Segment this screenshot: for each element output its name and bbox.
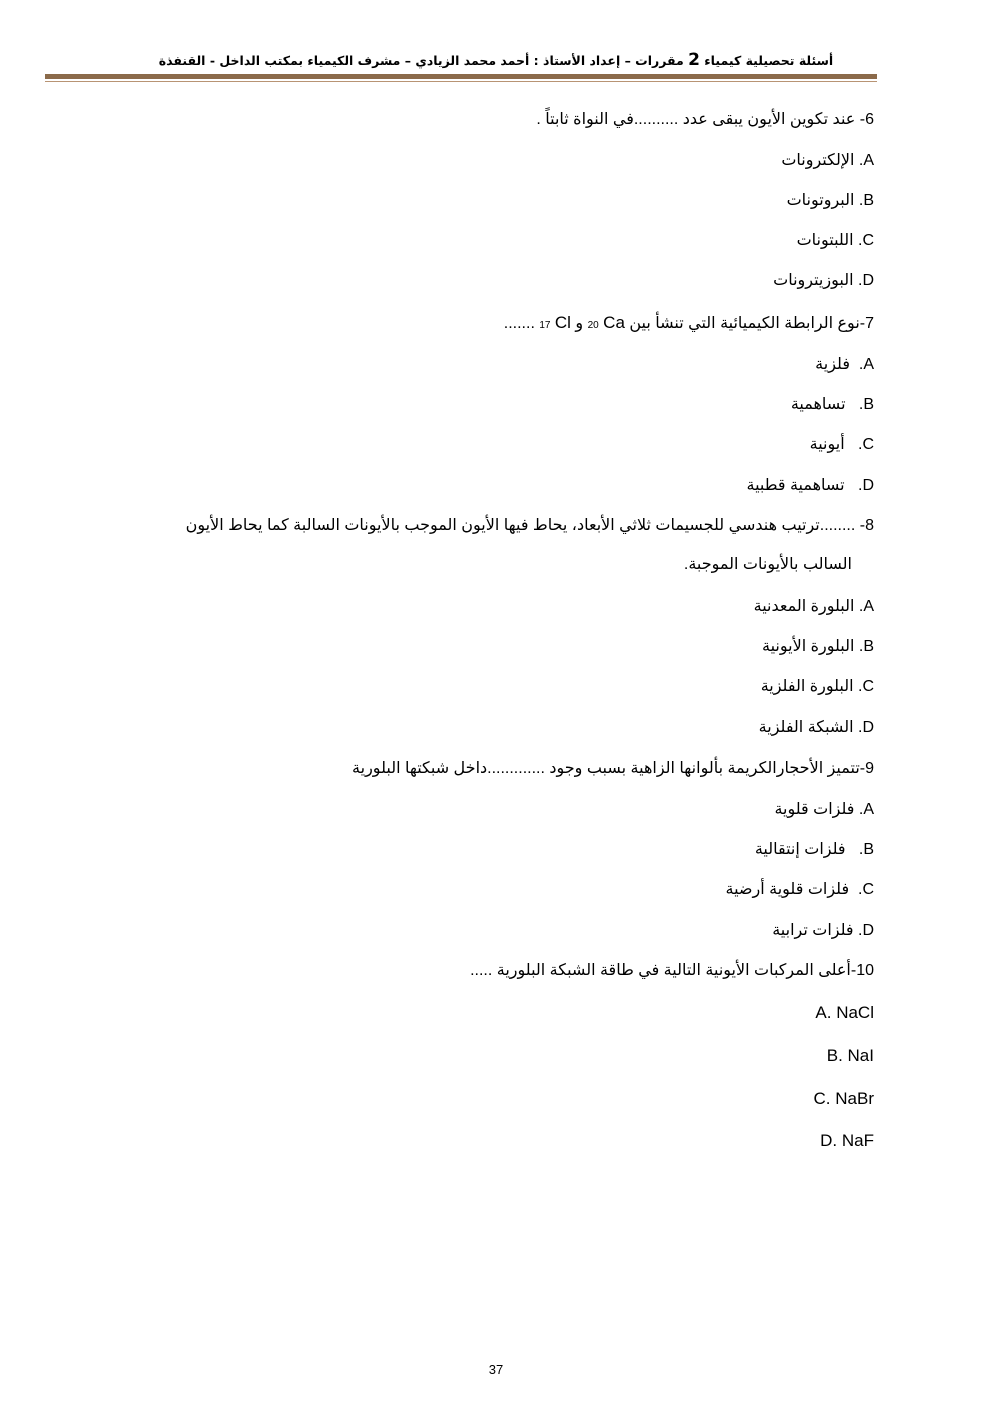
option-letter: B. bbox=[858, 192, 874, 209]
option-letter: C. bbox=[857, 881, 874, 898]
atomic-number-ca: 20 bbox=[587, 320, 599, 331]
q7-option-b bbox=[791, 395, 874, 415]
option-letter: C. bbox=[813, 1089, 831, 1108]
question-number: 9- bbox=[859, 760, 874, 777]
question-number: 10- bbox=[850, 962, 874, 979]
option-letter: A. bbox=[858, 801, 874, 818]
option-letter: B. bbox=[858, 841, 874, 858]
element-ca: Ca bbox=[603, 313, 625, 332]
atomic-number-cl: 17 bbox=[539, 320, 551, 331]
q9-option-c bbox=[726, 880, 874, 900]
option-text: البلورة الأيونية bbox=[762, 638, 855, 655]
question-8-continued bbox=[684, 555, 852, 575]
option-letter: C. bbox=[857, 232, 874, 249]
option-text: فلزية bbox=[815, 356, 850, 373]
q8-option-a bbox=[754, 597, 874, 617]
question-8 bbox=[186, 516, 874, 536]
option-text: البروتونات bbox=[786, 192, 855, 209]
option-text: تساهمية قطبية bbox=[746, 477, 845, 494]
question-text: عند تكوين الأيون يبقى عدد ..........في النواة ثابتاً . bbox=[536, 111, 860, 128]
q8-option-b bbox=[762, 637, 874, 657]
option-text: فلزات قلوية bbox=[774, 801, 855, 818]
option-text: البوزيترونات bbox=[773, 272, 854, 289]
option-letter: A. bbox=[858, 598, 874, 615]
option-text: أيونية bbox=[809, 436, 845, 453]
question-10 bbox=[470, 961, 874, 981]
option-text: NaF bbox=[841, 1131, 874, 1150]
option-letter: B. bbox=[858, 638, 874, 655]
option-text: البلورة الفلزية bbox=[760, 678, 854, 695]
q10-option-a bbox=[815, 1003, 874, 1023]
option-letter: D. bbox=[857, 719, 874, 736]
option-letter: D. bbox=[820, 1131, 838, 1150]
option-text: البلورة المعدنية bbox=[753, 598, 855, 615]
header-text-start: أسئلة تحصيلية كيمياء bbox=[699, 53, 834, 68]
element-cl: Cl bbox=[554, 313, 571, 332]
option-text: الشبكة الفلزية bbox=[758, 719, 854, 736]
option-letter: B. bbox=[826, 1046, 843, 1065]
header-rule-thick bbox=[45, 74, 877, 79]
option-letter: A. bbox=[858, 356, 874, 373]
q10-option-d bbox=[820, 1131, 874, 1151]
question-text: تتميز الأحجارالكريمة بألوانها الزاهية بسبب وجود .............داخل شبكتها البلورية bbox=[352, 760, 860, 777]
q9-option-d bbox=[772, 921, 874, 941]
option-text: NaCl bbox=[836, 1003, 874, 1022]
q10-option-b bbox=[827, 1046, 874, 1066]
option-text: اللبتونات bbox=[796, 232, 854, 249]
option-text: NaI bbox=[847, 1046, 874, 1065]
header-number: 2 bbox=[688, 50, 700, 70]
q6-option-d bbox=[773, 271, 874, 291]
option-text: تساهمية bbox=[790, 396, 846, 413]
option-text: فلزات ترابية bbox=[772, 922, 854, 939]
option-letter: D. bbox=[857, 477, 874, 494]
question-6 bbox=[536, 110, 874, 130]
q7-option-c bbox=[810, 435, 874, 455]
q6-option-c bbox=[797, 231, 874, 251]
option-letter: C. bbox=[857, 436, 874, 453]
page-number: 37 bbox=[488, 1362, 504, 1377]
option-text: الإلكترونات bbox=[781, 152, 855, 169]
q8-option-d bbox=[759, 718, 874, 738]
q8-option-c bbox=[761, 677, 874, 697]
q9-option-b bbox=[755, 840, 874, 860]
q7-option-d bbox=[746, 476, 874, 496]
option-letter: A. bbox=[858, 152, 874, 169]
q9-option-a bbox=[774, 800, 874, 820]
question-7 bbox=[504, 313, 874, 336]
page-header bbox=[0, 50, 992, 70]
option-text: فلزات إنتقالية bbox=[754, 841, 846, 858]
question-text: أعلى المركبات الأيونية التالية في طاقة الشبكة البلورية ..... bbox=[470, 962, 851, 979]
option-letter: B. bbox=[858, 396, 874, 413]
conjunction: و bbox=[570, 315, 588, 332]
option-text: فلزات قلوية أرضية bbox=[725, 881, 850, 898]
question-number: 7- bbox=[859, 315, 874, 332]
question-tail: ....... bbox=[503, 315, 540, 332]
option-letter: A. bbox=[815, 1003, 832, 1022]
q10-option-c bbox=[814, 1089, 874, 1109]
q7-option-a bbox=[815, 355, 874, 375]
option-letter: C. bbox=[857, 678, 874, 695]
option-letter: D. bbox=[857, 922, 874, 939]
question-text-continued: السالب بالأيونات الموجبة. bbox=[683, 556, 852, 573]
q6-option-a bbox=[781, 151, 874, 171]
question-number: 6- bbox=[859, 111, 874, 128]
header-text-end: مقررات – إعداد الأستاذ : أحمد محمد الزيادي – مشرف الكيمياء بمكتب الداخل - القنفذة bbox=[158, 53, 689, 68]
option-text: NaBr bbox=[835, 1089, 874, 1108]
q6-option-b bbox=[787, 191, 874, 211]
header-rule-thin bbox=[45, 81, 877, 82]
question-number: 8- bbox=[859, 517, 874, 534]
option-letter: D. bbox=[857, 272, 874, 289]
question-text: نوع الرابطة الكيميائية التي تنشأ بين bbox=[624, 315, 860, 332]
question-9 bbox=[352, 759, 874, 779]
question-text: ........ترتيب هندسي للجسيمات ثلاثي الأبعاد، يحاط فيها الأيون الموجب بالأيونات السالبة كما يحاط الأيون bbox=[185, 517, 860, 534]
